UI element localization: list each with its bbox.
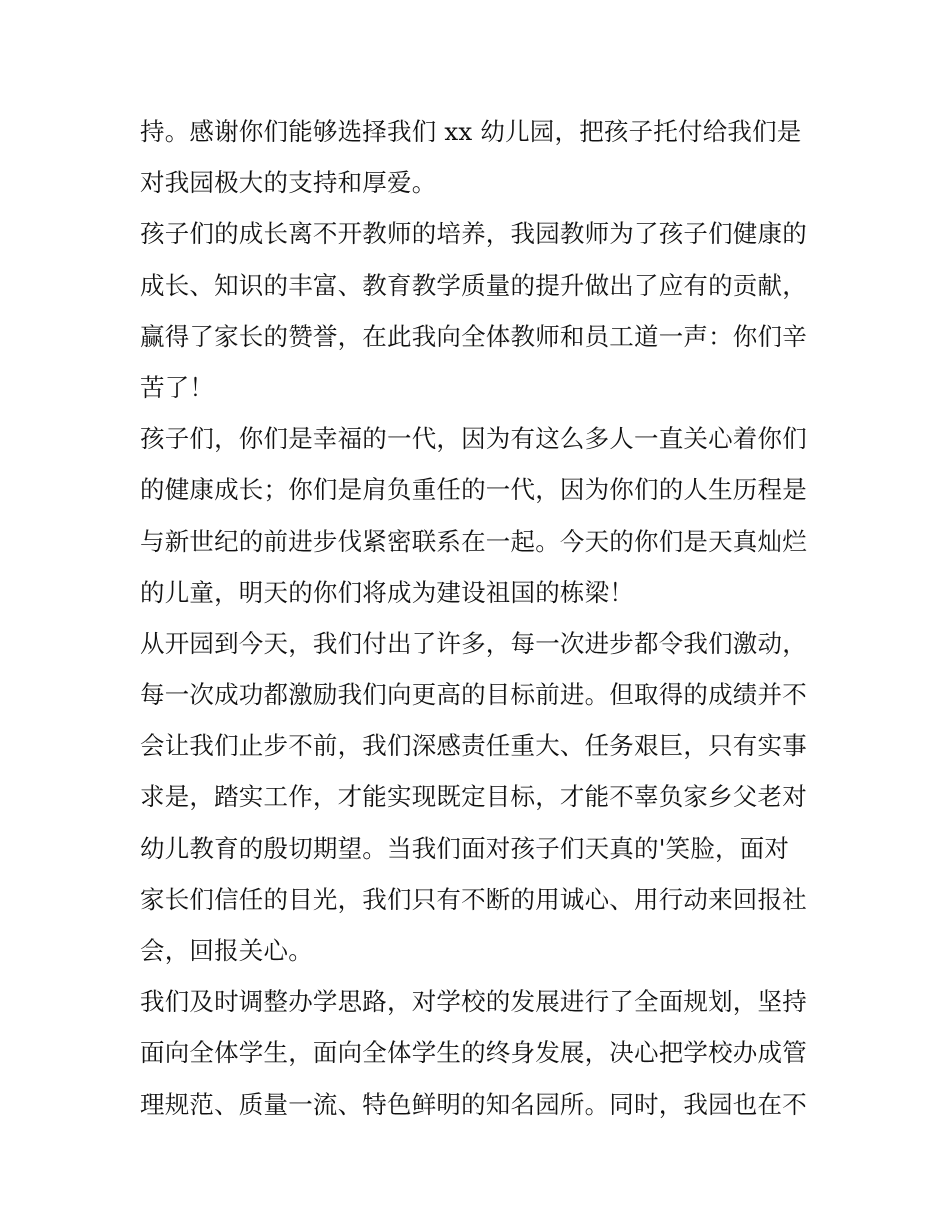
paragraph-1 [140,106,820,208]
text-line: 赢得了家长的赞誉，在此我向全体教师和员工道一声：你们辛 [140,321,807,351]
text-line: 我们及时调整办学思路，对学校的发展进行了全面规划，坚持 [140,987,807,1017]
text-line: 面向全体学生，面向全体学生的终身发展，决心把学校办成管 [140,1038,807,1068]
text-line: 与新世纪的前进步伐紧密联系在一起。今天的你们是天真灿烂 [140,526,807,556]
text-line: 持。感谢你们能够选择我们 xx 幼儿园，把孩子托付给我们是 [140,117,802,146]
text-line: 成长、知识的丰富、教育教学质量的提升做出了应有的贡献， [140,270,807,300]
text-line: 孩子们，你们是幸福的一代，因为有这么多人一直关心着你们 [140,424,807,454]
paragraph-5 [140,976,820,1130]
text-line: 幼儿教育的殷切期望。当我们面对孩子们天真的'笑脸，面对 [140,833,790,863]
text-line: 的儿童，明天的你们将成为建设祖国的栋梁！ [140,577,634,607]
paragraph-2 [140,208,820,413]
text-line: 家长们信任的目光，我们只有不断的用诚心、用行动来回报社 [140,884,807,914]
paragraph-3 [140,413,820,618]
text-line: 对我园极大的支持和厚爱。 [140,168,437,198]
text-line: 会，回报关心。 [140,936,313,965]
text-line: 会让我们止步不前，我们深感责任重大、任务艰巨，只有实事 [140,731,807,761]
document-body [140,106,820,1130]
text-line: 的健康成长；你们是肩负重任的一代，因为你们的人生历程是 [140,475,807,505]
text-line: 苦了！ [140,372,215,402]
text-line: 孩子们的成长离不开教师的培养，我园教师为了孩子们健康的 [140,219,807,249]
text-line: 从开园到今天，我们付出了许多，每一次进步都令我们激动， [140,628,807,658]
paragraph-4 [140,618,820,976]
text-line: 求是，踏实工作，才能实现既定目标，才能不辜负家乡父老对 [140,782,807,812]
text-line: 每一次成功都激励我们向更高的目标前进。但取得的成绩并不 [140,680,807,710]
text-line: 理规范、质量一流、特色鲜明的知名园所。同时，我园也在不 [140,1089,807,1119]
